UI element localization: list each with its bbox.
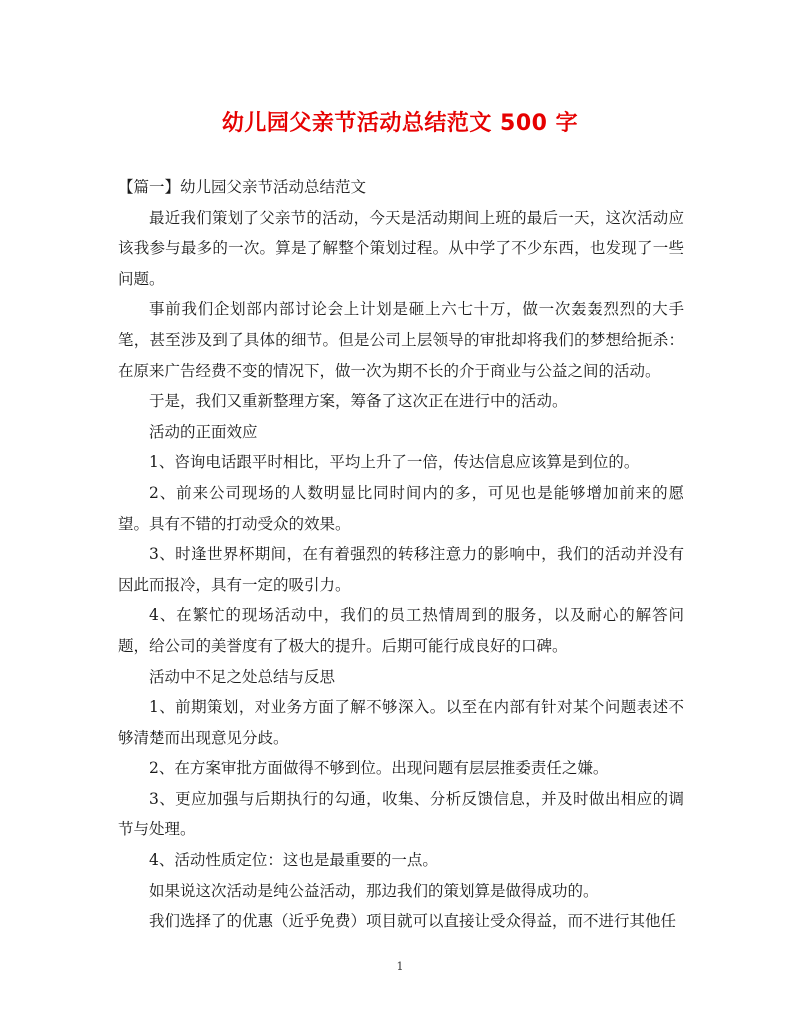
paragraph: 于是，我们又重新整理方案，筹备了这次正在进行中的活动。 xyxy=(149,392,568,411)
list-item: 4、活动性质定位：这也是最重要的一点。 xyxy=(149,851,438,870)
document-body xyxy=(118,172,684,937)
list-item: 1、前期策划，对业务方面了解不够深入。以至在内部有针对某个问题表述不够清楚而出现意见分歧。 xyxy=(118,698,684,747)
subheading: 活动的正面效应 xyxy=(149,422,258,441)
paragraph: 最近我们策划了父亲节的活动，今天是活动期间上班的最后一天，这次活动应该我参与最多的一次。算是了解整个策划过程。从中学了不少东西，也发现了一些问题。 xyxy=(118,208,684,288)
paragraph: 如果说这次活动是纯公益活动，那边我们的策划算是做得成功的。 xyxy=(149,881,599,900)
list-item: 4、在繁忙的现场活动中，我们的员工热情周到的服务，以及耐心的解答问题，给公司的美誉度有了极大的提升。后期可能行成良好的口碑。 xyxy=(118,606,684,655)
list-item: 2、前来公司现场的人数明显比同时间内的多，可见也是能够增加前来的愿望。具有不错的打动受众的效果。 xyxy=(118,483,684,533)
list-item: 3、更应加强与后期执行的勾通，收集、分析反馈信息，并及时做出相应的调节与处理。 xyxy=(118,789,684,839)
section-heading: 【篇一】幼儿园父亲节活动总结范文 xyxy=(118,178,367,196)
list-item: 1、咨询电话跟平时相比，平均上升了一倍，传达信息应该算是到位的。 xyxy=(149,453,640,472)
paragraph: 事前我们企划部内部讨论会上计划是砸上六七十万，做一次轰轰烈烈的大手笔，甚至涉及到了具体的细节。但是公司上层领导的审批却将我们的梦想给扼杀：在原来广告经费不变的情况下，做一次为期不长的介于商业与公益之间的活动。 xyxy=(118,300,684,380)
page-number: 1 xyxy=(396,960,404,973)
list-item: 3、时逢世界杯期间，在有着强烈的转移注意力的影响中，我们的活动并没有因此而报冷，具有一定的吸引力。 xyxy=(118,545,684,594)
list-item: 2、在方案审批方面做得不够到位。出现问题有层层推委责任之嫌。 xyxy=(149,759,609,778)
paragraph: 我们选择了的优惠（近乎免费）项目就可以直接让受众得益，而不进行其他任 xyxy=(149,912,677,931)
subheading: 活动中不足之处总结与反思 xyxy=(149,667,336,686)
document-title: 幼儿园父亲节活动总结范文 500 字 xyxy=(221,111,579,136)
